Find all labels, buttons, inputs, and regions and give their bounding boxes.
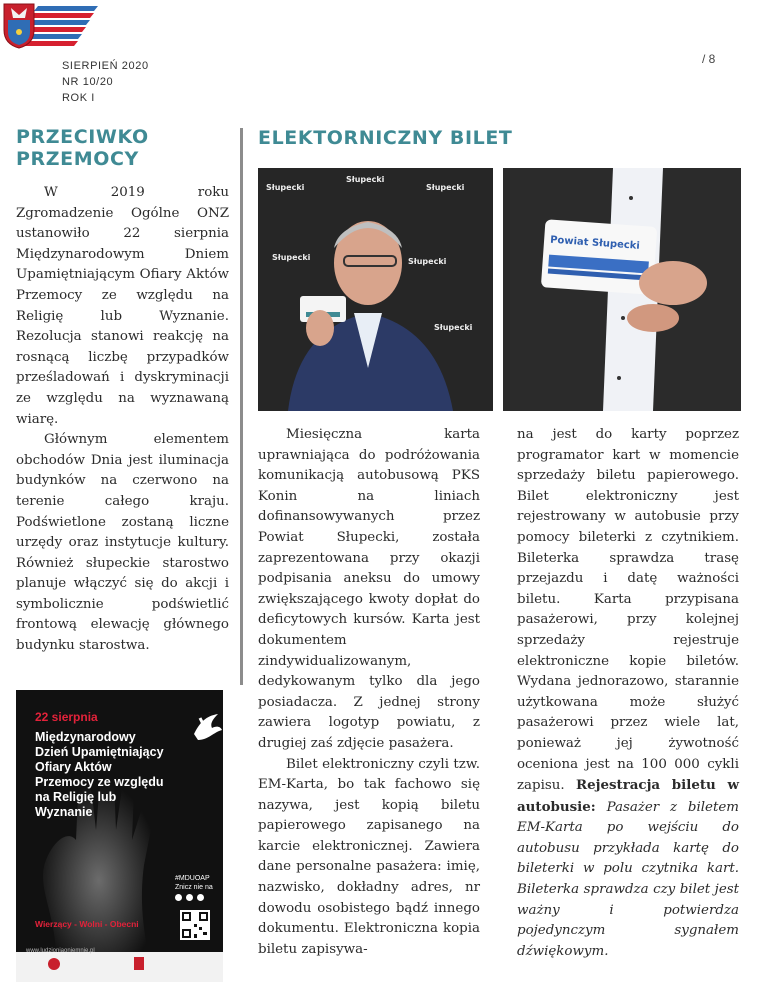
left-article-title: PRZECIWKO PRZEMOCY xyxy=(16,126,149,170)
column-divider xyxy=(240,128,243,685)
left-paragraph-1: W 2019 roku Zgromadzenie Ogólne ONZ ustanowiło 22 sierpnia Międzynarodowym Dniem Upamiętniającym Ofiary Aktów Przemocy ze względu na Religię lub Wyznanie. Rezolucja stanowi reakcję na rosnącą liczbę przypadków prześladowań i dyskryminacji ze względu na wyznawaną wiarę. xyxy=(16,185,229,427)
registration-text: Pasażer z biletem EM-Karta po wejściu do autobusu przykłada kartę do bileterki w polu czytnika kart. Bileterka sprawdza czy bilet jest ważny i potwierdza pojedynczym sygnałem dźwiękowym. xyxy=(517,799,739,959)
backdrop-sign-4: Słupecki xyxy=(272,253,311,262)
photo-card-closeup xyxy=(503,168,741,411)
right-article-title: ELEKTORNICZNY BILET xyxy=(258,127,513,149)
poster-image xyxy=(16,690,223,982)
issue-number: NR 10/20 xyxy=(62,76,114,88)
mid-paragraph-1: Miesięczna karta uprawniająca do podróżowania komunikacją autobusową PKS Konin na liniach dofinansowywanych przez Powiat Słupecki, została zaprezentowana przy okazji podpisania aneksu do umowy zwiększającego kwoty dopłat do deficytowych kursów. Karta jest dokumentem zindywidualizowanym, dedykowanym tylko dla jego posiadacza. Z jednej strony zawiera logotyp powiatu, z drugiej zaś zdjęcie pasażera. xyxy=(258,427,480,751)
social-icons xyxy=(175,894,213,904)
issue-date: SIERPIEŃ 2020 xyxy=(62,60,149,72)
issue-year: ROK I xyxy=(62,92,95,104)
poster-title: Międzynarodowy Dzień Upamiętniający Ofiary Aktów Przemocy ze względu na Religię lub Wyznanie xyxy=(35,730,164,819)
backdrop-sign-6: Słupecki xyxy=(434,323,473,332)
dove-icon xyxy=(194,714,222,740)
right-paragraph-text: na jest do karty poprzez programator kart w momencie sprzedaży biletu papierowego. Bilet elektroniczny jest rejestrowany w autobusie przy pomocy bileterki z czytnikiem. Bileterka sprawdza trasę przejazdu i datę ważności biletu. Karta przypisana pasażerowi, przy kolejnej sprzedaży rejestruje elektroniczne kopie biletów. Wydana jednorazowo, starannie użytkowana może służyć pasażerowi przez wiele lat, ponieważ jej żywotność oceniona jest na 100 000 cykli zapisu. xyxy=(517,427,739,794)
poster-footer xyxy=(16,952,223,982)
mid-paragraph-2: Bilet elektroniczny czyli tzw. EM-Karta, bo tak fachowo się nazywa, jest kopią biletu papierowego zapisanego na karcie elektronicznej. Zawiera dane personalne pasażera: imię, nazwisko, dokładny adres, nr dowodu osobistego bądź innego dokumentu. Elektroniczna kopia biletu zapisywa- xyxy=(258,756,480,957)
page-number: / 8 xyxy=(702,52,716,66)
poster-url: www.ludzioniaoniemnie.pl xyxy=(26,948,95,954)
footer-logo-2-icon xyxy=(134,957,144,970)
photo-card-graphic xyxy=(503,168,741,411)
poster-tag-sub: Znicz nie na xyxy=(175,884,213,891)
footer-logo-1-icon xyxy=(48,958,60,970)
facebook-icon xyxy=(175,894,182,901)
issue-meta xyxy=(62,58,149,106)
right-article-column-1 xyxy=(258,425,480,960)
card-logo-text: Powiat Słupecki xyxy=(549,234,641,252)
photo-man-with-card xyxy=(258,168,493,411)
left-paragraph-2: Głównym elementem obchodów Dnia jest iluminacja budynków na czerwono na terenie całego kraju. Podświetlone zostaną liczne urzędy oraz instytucje kultury. Również słupeckie starostwo planuje włączyć się do akcji i symbolicznie podświetlić frontową elewację głównego budynku starostwa. xyxy=(16,432,229,654)
poster-date: 22 sierpnia xyxy=(35,710,98,724)
photo-man-graphic xyxy=(258,168,493,411)
registration-heading: Rejestracja biletu w autobusie: xyxy=(517,777,739,815)
backdrop-sign-1: Słupecki xyxy=(266,183,305,192)
qr-code-icon xyxy=(180,910,210,940)
county-flag-logo xyxy=(0,0,100,50)
left-article-body xyxy=(16,183,229,657)
backdrop-sign-3: Słupecki xyxy=(426,183,465,192)
youtube-icon xyxy=(186,894,193,901)
backdrop-sign-2: Słupecki xyxy=(346,175,385,184)
poster-tag xyxy=(175,874,213,904)
twitter-icon xyxy=(197,894,204,901)
right-paragraph-1 xyxy=(517,425,739,962)
poster-hashtag: #MDUOAP xyxy=(175,875,210,882)
right-article-column-2 xyxy=(517,425,739,962)
backdrop-sign-5: Słupecki xyxy=(408,257,447,266)
poster-slogan: Wierzący - Wolni - Obecni xyxy=(35,919,139,929)
